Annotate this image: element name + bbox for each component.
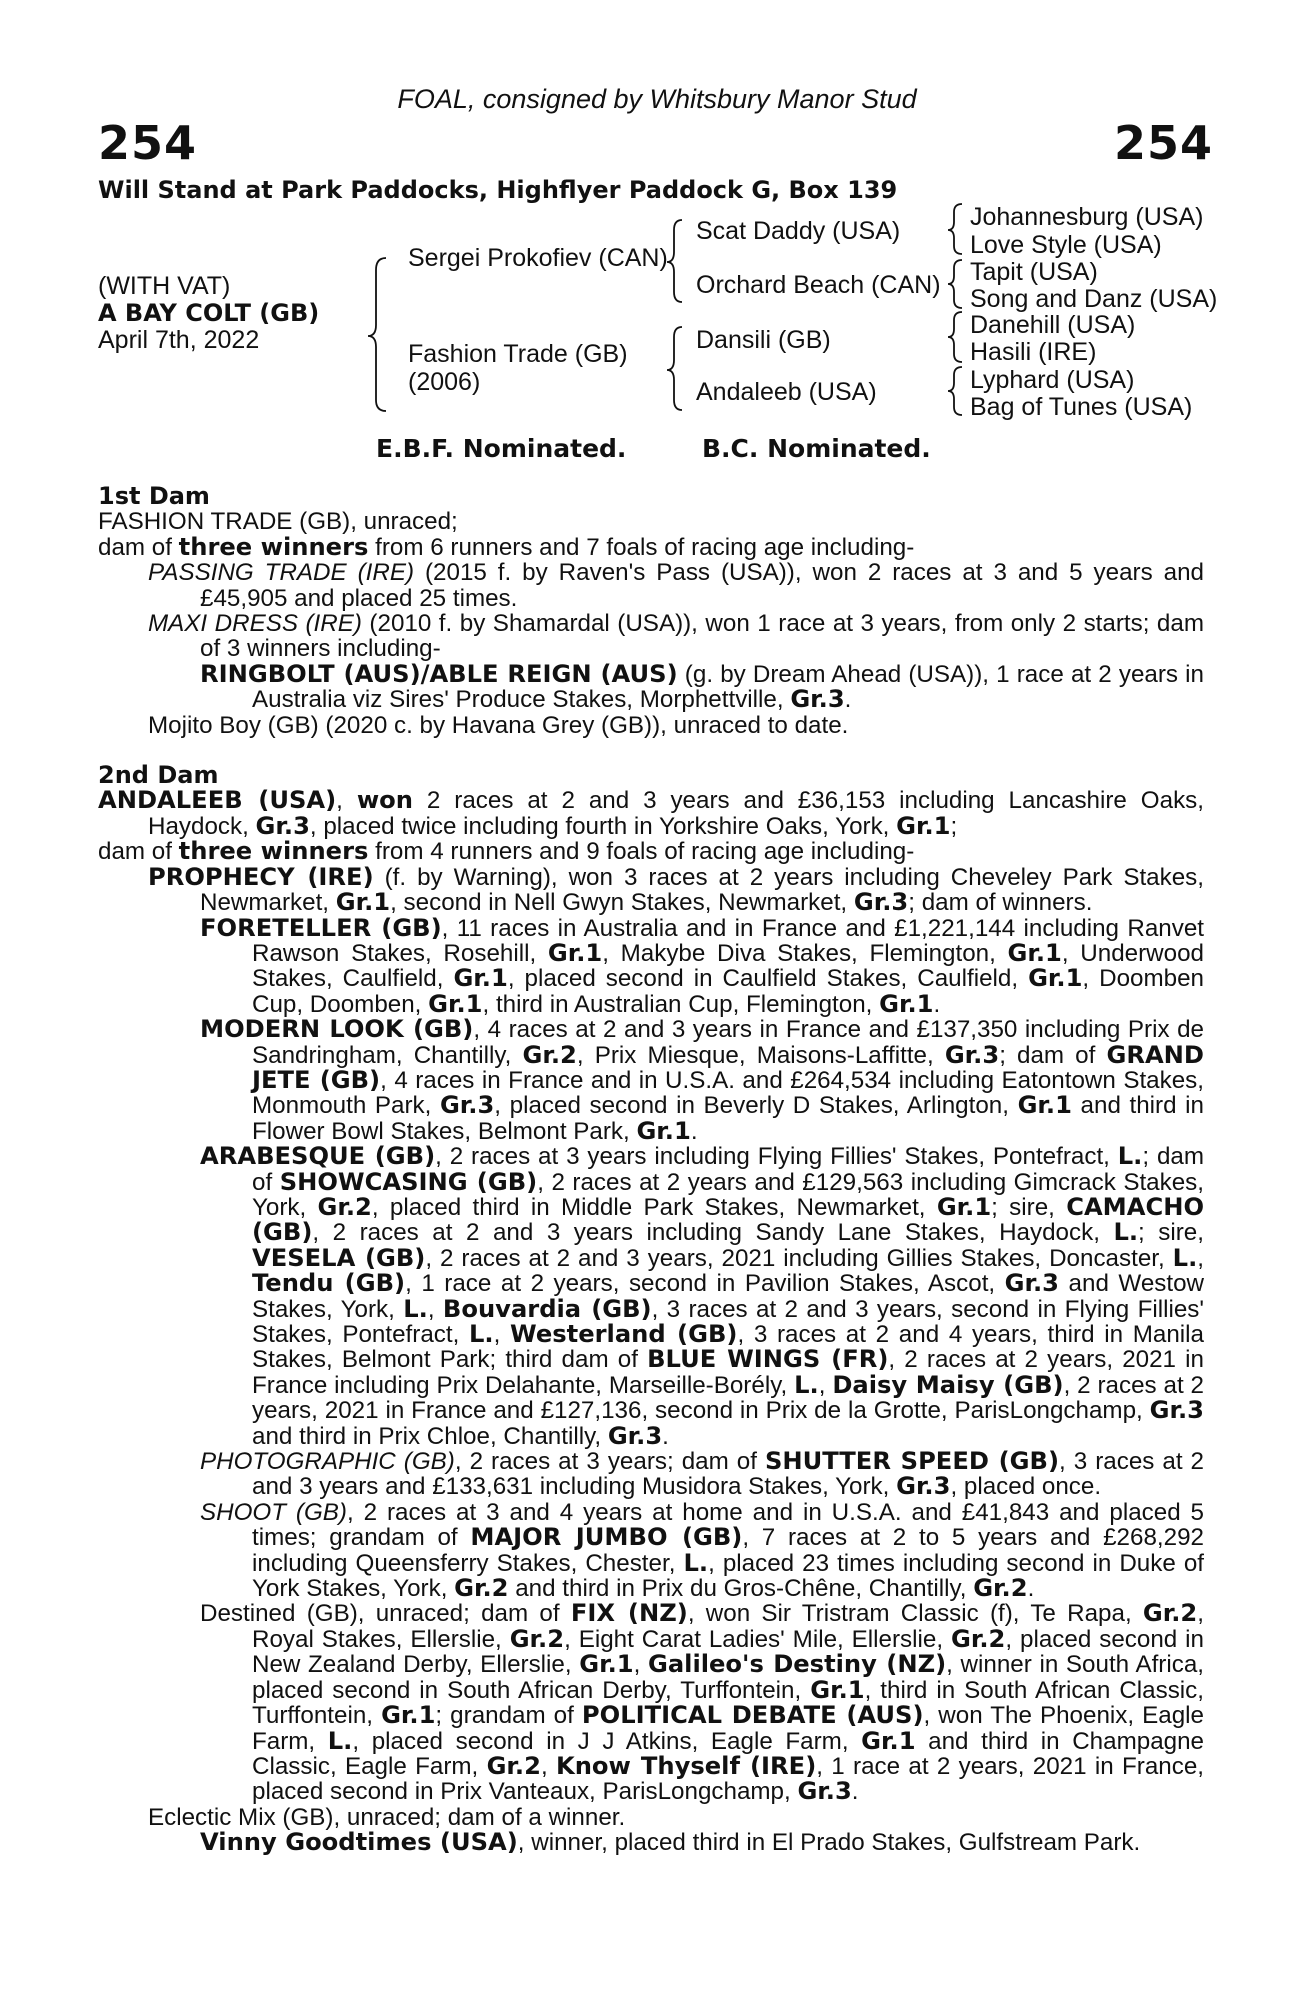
ds-sire-name: Danehill (USA) [970, 311, 1136, 339]
produce-mojito-boy: Mojito Boy (GB) (2020 c. by Havana Grey (GB)), unraced to date. [148, 711, 849, 739]
lot-number-right: 254 [1114, 116, 1214, 170]
sire-name: Sergei Prokofiev (CAN) [408, 244, 668, 272]
sd-dam-name: Song and Danz (USA) [970, 285, 1218, 313]
produce-eclectic-mix: Eclectic Mix (GB), unraced; dam of a winner. [148, 1803, 626, 1831]
sd-sire-name: Tapit (USA) [970, 258, 1098, 286]
sire-dam-name: Orchard Beach (CAN) [696, 271, 941, 299]
first-dam-line: FASHION TRADE (GB), unraced; [98, 508, 458, 536]
sire-sire-name: Scat Daddy (USA) [696, 217, 901, 245]
pedigree-notes [98, 484, 1204, 1856]
produce-photographic: PHOTOGRAPHIC (GB), 2 races at 3 years; dam of SHUTTER SPEED (GB), 3 races at 2 and 3 years and £133,631 including Musidora Stakes, York, Gr.3, placed once. [200, 1447, 1205, 1501]
second-dam-andaleeb: ANDALEEB (USA), won 2 races at 2 and 3 years and £36,153 including Lancashire Oaks, Haydock, Gr.3, placed twice including fourth in Yorkshire Oaks, York, Gr.1; [98, 786, 1204, 840]
produce-maxi-dress: MAXI DRESS (IRE) (2010 f. by Shamardal (USA)), won 1 race at 3 years, from only 2 starts; dam of 3 winners including- [148, 610, 1204, 663]
dam-foaling-year: (2006) [408, 368, 481, 396]
produce-foreteller: FORETELLER (GB), 11 races in Australia and in France and £1,221,144 including Ranvet Rawson Stakes, Rosehill, Gr.1, Makybe Diva Stakes, Flemington, Gr.1, Underwood Stakes, Caulfield, Gr.1, placed second in Caulfield Stakes, Caulfield, Gr.1, Doomben Cup, Doomben, Gr.1, third in Australian Cup, Flemington, Gr.1. [200, 913, 1204, 1018]
produce-vinny-goodtimes: Vinny Goodtimes (USA), winner, placed third in El Prado Stakes, Gulfstream Park. [200, 1828, 1141, 1857]
second-dam-heading: 2nd Dam [98, 761, 219, 790]
ebf-nomination: E.B.F. Nominated. [376, 434, 627, 463]
foaling-date: April 7th, 2022 [98, 326, 260, 354]
produce-shoot: SHOOT (GB), 2 races at 3 and 4 years at home and in U.S.A. and £41,843 and placed 5 times; grandam of MAJOR JUMBO (GB), 7 races at 2 to 5 years and £268,292 including Queensferry Stakes, Chester, L., placed 23 times including second in Duke of York Stakes, York, Gr.2 and third in Prix du Gros-Chêne, Chantilly, Gr.2. [200, 1498, 1205, 1603]
produce-passing-trade: PASSING TRADE (IRE) (2015 f. by Raven's Pass (USA)), won 2 races at 3 and 5 years and £45,905 and placed 25 times. [148, 559, 1204, 612]
stand-location: Will Stand at Park Paddocks, Highflyer Paddock G, Box 139 [98, 176, 898, 204]
first-dam-heading: 1st Dam [98, 482, 210, 510]
produce-destined: Destined (GB), unraced; dam of FIX (NZ), won Sir Tristram Classic (f), Te Rapa, Gr.2, Royal Stakes, Ellerslie, Gr.2, Eight Carat Ladies' Mile, Ellerslie, Gr.2, placed second in New Zealand Derby, Ellerslie, Gr.1, Galileo's Destiny (NZ), winner in South Africa, placed second in South African Derby, Turffontein, Gr.1, third in South African Classic, Turffontein, Gr.1; grandam of POLITICAL DEBATE (AUS), won The Phoenix, Eagle Farm, L., placed second in J J Atkins, Eagle Farm, Gr.1 and third in Champagne Classic, Eagle Farm, Gr.2, Know Thyself (IRE), 1 race at 2 years, 2021 in France, placed second in Prix Vanteaux, ParisLongchamp, Gr.3. [200, 1599, 1205, 1806]
ds-dam-name: Hasili (IRE) [970, 338, 1097, 366]
dd-dam-name: Bag of Tunes (USA) [970, 393, 1193, 421]
bc-nomination: B.C. Nominated. [702, 434, 931, 463]
lot-name: A BAY COLT (GB) [98, 299, 320, 327]
produce-prophecy: PROPHECY (IRE) (f. by Warning), won 3 races at 2 years including Cheveley Park Stakes, Newmarket, Gr.1, second in Nell Gwyn Stakes, Newmarket, Gr.3; dam of winners. [148, 862, 1204, 917]
vat-label: (WITH VAT) [98, 272, 231, 300]
ss-sire-name: Johannesburg (USA) [970, 203, 1204, 231]
first-dam-produce-summary: dam of three winners from 6 runners and 7 foals of racing age including- [98, 532, 915, 561]
ss-dam-name: Love Style (USA) [970, 231, 1162, 259]
produce-modern-look: MODERN LOOK (GB), 4 races at 2 and 3 years in France and £137,350 including Prix de Sandringham, Chantilly, Gr.2, Prix Miesque, Maisons-Laffitte, Gr.3; dam of GRAND JETE (GB), 4 races in France and in U.S.A. and £264,534 including Eatontown Stakes, Monmouth Park, Gr.3, placed second in Beverly D Stakes, Arlington, Gr.1 and third in Flower Bowl Stakes, Belmont Park, Gr.1. [200, 1015, 1204, 1145]
dam-name: Fashion Trade (GB) [408, 340, 628, 368]
lot-number-left: 254 [98, 116, 198, 170]
dam-sire-name: Dansili (GB) [696, 326, 831, 354]
produce-arabesque: ARABESQUE (GB), 2 races at 3 years including Flying Fillies' Stakes, Pontefract, L.; dam of SHOWCASING (GB), 2 races at 2 years and £129,563 including Gimcrack Stakes, York, Gr.2, placed third in Middle Park Stakes, Newmarket, Gr.1; sire, CAMACHO (GB), 2 races at 2 and 3 years including Sandy Lane Stakes, Haydock, L.; sire, VESELA (GB), 2 races at 2 and 3 years, 2021 including Gillies Stakes, Doncaster, L., Tendu (GB), 1 race at 2 years, second in Pavilion Stakes, Ascot, Gr.3 and Westow Stakes, York, L., Bouvardia (GB), 3 races at 2 and 3 years, second in Flying Fillies' Stakes, Pontefract, L., Westerland (GB), 3 races at 2 and 4 years, third in Manila Stakes, Belmont Park; third dam of BLUE WINGS (FR), 2 races at 2 years, 2021 in France including Prix Delahante, Marseille-Borély, L., Daisy Maisy (GB), 2 races at 2 years, 2021 in France and £127,136, second in Prix de la Grotte, ParisLongchamp, Gr.3 and third in Prix Chloe, Chantilly, Gr.3. [200, 1142, 1205, 1450]
produce-ringbolt: RINGBOLT (AUS)/ABLE REIGN (AUS) (g. by Dream Ahead (USA)), 1 race at 2 years in Australia viz Sires' Produce Stakes, Morphettville, Gr.3. [200, 659, 1205, 714]
dam-dam-name: Andaleeb (USA) [696, 378, 877, 406]
dd-sire-name: Lyphard (USA) [970, 366, 1135, 394]
second-dam-produce-summary: dam of three winners from 4 runners and 9 foals of racing age including- [98, 837, 915, 866]
consignor-line: FOAL, consigned by Whitsbury Manor Stud [397, 84, 917, 114]
